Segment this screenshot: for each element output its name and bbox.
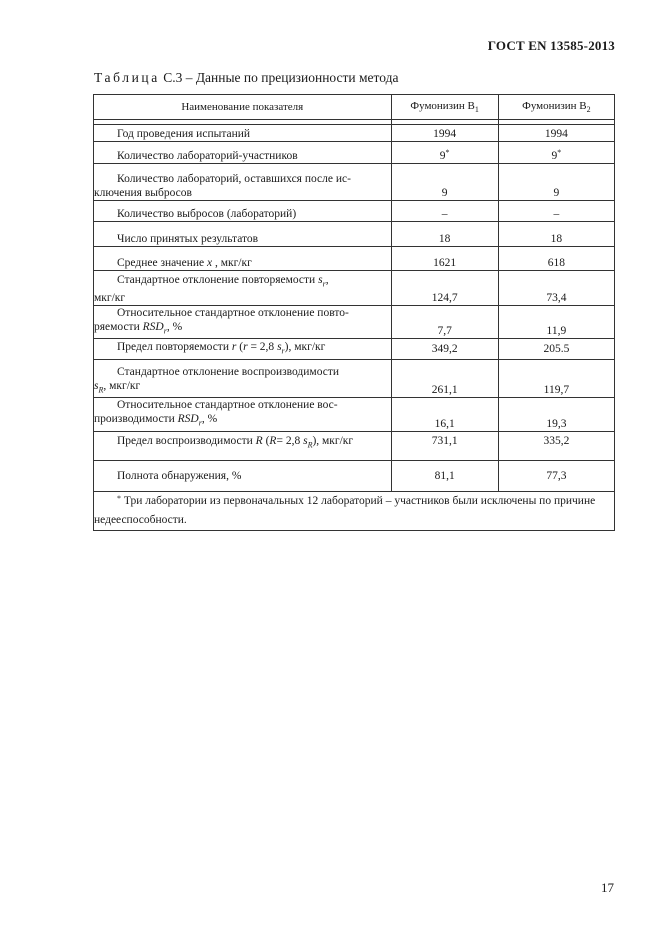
table-row bbox=[94, 306, 615, 339]
row-value-b1: 9* bbox=[391, 142, 498, 164]
row-value-b1: 1994 bbox=[391, 125, 498, 142]
row-value-b2: 618 bbox=[498, 247, 614, 271]
table-header-row bbox=[94, 95, 615, 120]
row-value-b2: 9 bbox=[498, 164, 614, 201]
table-row bbox=[94, 460, 615, 491]
table-row bbox=[94, 201, 615, 222]
table-row bbox=[94, 222, 615, 247]
row-value-b1: 731,1 bbox=[391, 431, 498, 460]
row-value-b2: 11,9 bbox=[498, 306, 614, 339]
row-value-b2: 18 bbox=[498, 222, 614, 247]
row-value-b1: 1621 bbox=[391, 247, 498, 271]
row-label: Количество выбросов (лабораторий) bbox=[94, 201, 392, 222]
row-label: Число принятых результатов bbox=[94, 222, 392, 247]
row-label: Относительное стандартное отклонение вос- производимости $RSD_r$, % bbox=[94, 398, 392, 431]
row-value-b2: 1994 bbox=[498, 125, 614, 142]
row-value-b1: 349,2 bbox=[391, 339, 498, 360]
table-row bbox=[94, 164, 615, 201]
caption-number: С.3 bbox=[163, 70, 183, 85]
row-value-b2: – bbox=[498, 201, 614, 222]
header-indicator-name: Наименование показателя bbox=[94, 95, 392, 120]
row-value-b1: – bbox=[391, 201, 498, 222]
row-value-b1: 9 bbox=[391, 164, 498, 201]
row-label: Стандартное отклонение воспроизводимости $s_R$, мкг/кг bbox=[94, 360, 392, 398]
caption-title: – Данные по прецизионности метода bbox=[185, 70, 399, 85]
row-label: Количество лабораторий, оставшихся после ис- ключения выбросов bbox=[94, 164, 392, 201]
table-row bbox=[94, 431, 615, 460]
header-fumonisin-b2: Фумонизин $B_2$ bbox=[498, 95, 614, 120]
table-row bbox=[94, 247, 615, 271]
table-row bbox=[94, 125, 615, 142]
row-value-b1: 81,1 bbox=[391, 460, 498, 491]
table-footnote: * Три лаборатории из первоначальных 12 лабораторий – участников были исключены по причине недееспособности. bbox=[94, 491, 615, 530]
row-label: Год проведения испытаний bbox=[94, 125, 392, 142]
row-value-b2: 9* bbox=[498, 142, 614, 164]
caption-label: Таблица bbox=[94, 70, 160, 85]
document-code: ГОСТ EN 13585-2013 bbox=[487, 38, 615, 53]
row-label: Среднее значение x , мкг/кг bbox=[94, 247, 392, 271]
row-value-b2: 205.5 bbox=[498, 339, 614, 360]
row-value-b2: 335,2 bbox=[498, 431, 614, 460]
header-fumonisin-b1: Фумонизин $B_1$ bbox=[391, 95, 498, 120]
row-value-b1: 16,1 bbox=[391, 398, 498, 431]
precision-data-table bbox=[93, 94, 615, 531]
row-value-b2: 119,7 bbox=[498, 360, 614, 398]
table-row bbox=[94, 360, 615, 398]
row-value-b2: 73,4 bbox=[498, 271, 614, 306]
row-label: Предел воспроизводимости R (R= 2,8 $s_R$), мкг/кг bbox=[94, 431, 392, 460]
page-number: 17 bbox=[601, 880, 614, 895]
row-value-b1: 18 bbox=[391, 222, 498, 247]
row-value-b1: 7,7 bbox=[391, 306, 498, 339]
row-value-b2: 77,3 bbox=[498, 460, 614, 491]
row-value-b1: 124,7 bbox=[391, 271, 498, 306]
table-caption bbox=[94, 70, 399, 86]
row-label: Стандартное отклонение повторяемости $s_r$, мкг/кг bbox=[94, 271, 392, 306]
row-label: Предел повторяемости r (r = 2,8 $s_r$), мкг/кг bbox=[94, 339, 392, 360]
row-label: Относительное стандартное отклонение повто- ряемости $RSD_r$, % bbox=[94, 306, 392, 339]
table-row bbox=[94, 142, 615, 164]
table-row bbox=[94, 271, 615, 306]
row-label: Полнота обнаружения, % bbox=[94, 460, 392, 491]
row-value-b2: 19,3 bbox=[498, 398, 614, 431]
table-footnote-row bbox=[94, 491, 615, 530]
row-label: Количество лабораторий-участников bbox=[94, 142, 392, 164]
table-row bbox=[94, 398, 615, 431]
row-value-b1: 261,1 bbox=[391, 360, 498, 398]
table-row bbox=[94, 339, 615, 360]
